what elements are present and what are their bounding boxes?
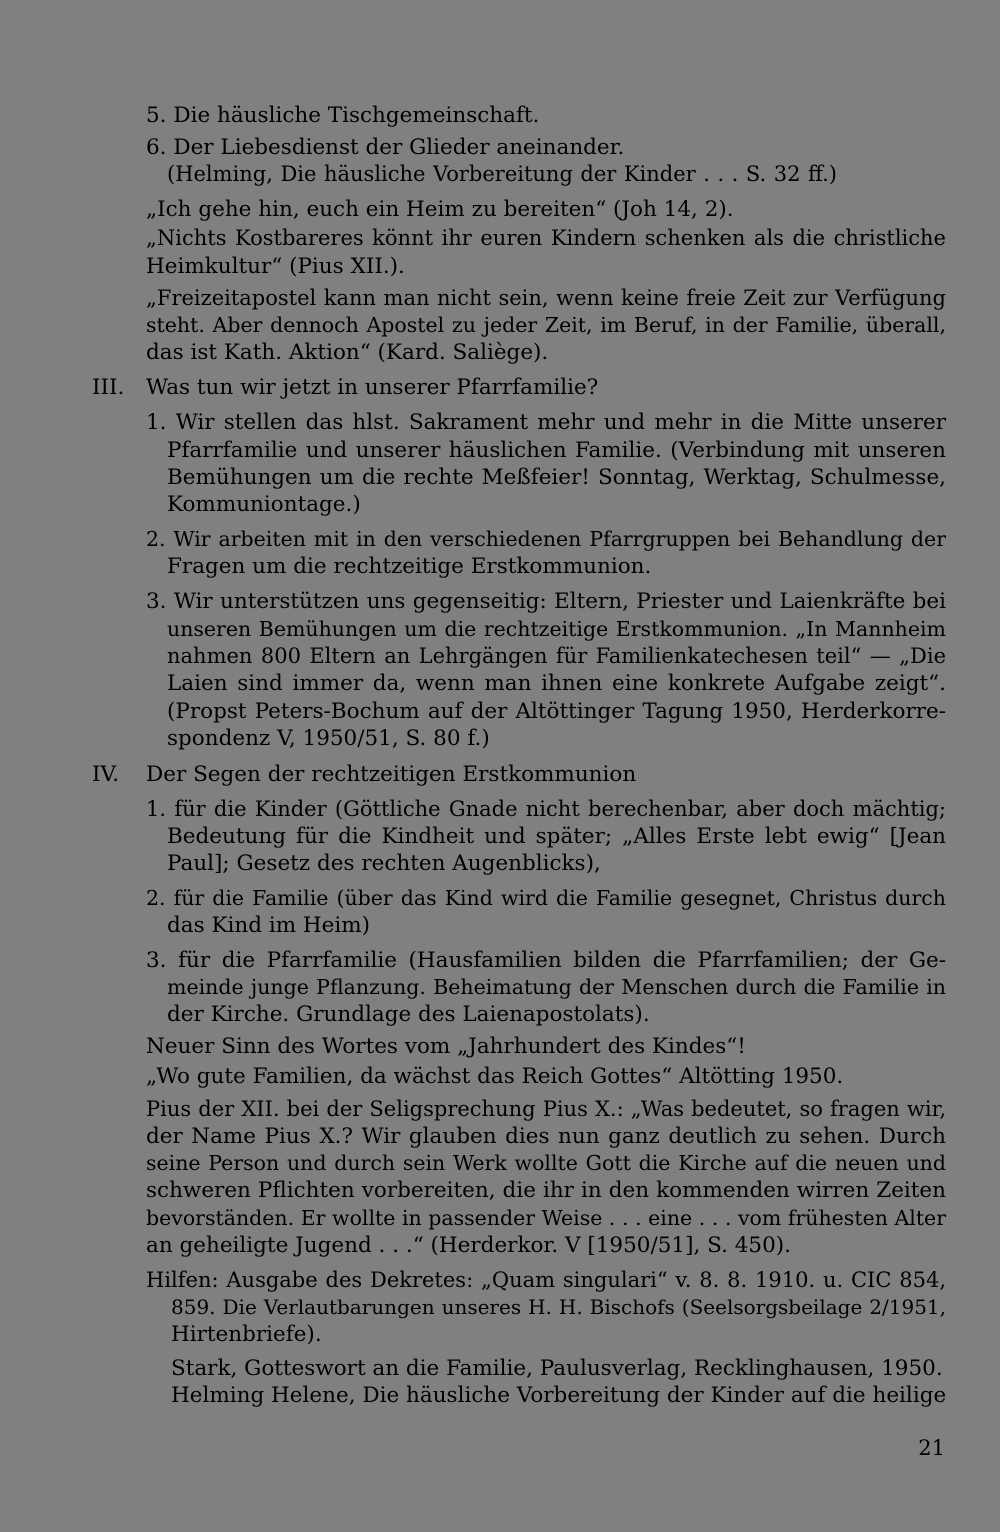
text-line: 5. Die häusliche Tischgemeinschaft.: [146, 103, 540, 128]
text-line: „Freizeitapostel kann man nicht sein, wenn keine freie Zeit zur Verfügung: [146, 286, 946, 310]
text-line: das ist Kath. Aktion“ (Kard. Saliège).: [146, 340, 549, 365]
text-line: seine Person und durch sein Werk wollte Gott die Kirche auf die neuen und: [146, 1151, 946, 1175]
text-line: Hilfen: Ausgabe des Dekretes: „Quam singulari“ v. 8. 8. 1910. u. CIC 854,: [146, 1268, 946, 1292]
text-line: 2. für die Familie (über das Kind wird die Familie gesegnet, Christus durch: [146, 886, 946, 910]
text-line: Bedeutung für die Kindheit und später; „Alles Erste lebt ewig“ [Jean: [167, 824, 946, 849]
text-line: Heimkultur“ (Pius XII.).: [146, 254, 405, 279]
text-line: der Name Pius X.? Wir glauben dies nun ganz deutlich zu sehen. Durch: [146, 1124, 946, 1149]
text-line: Laien sind immer da, wenn man ihnen eine konkrete Aufgabe zeigt“.: [167, 671, 946, 696]
text-line: unseren Bemühungen um die rechtzeitige Erstkommunion. „In Mannheim: [167, 617, 946, 641]
section-number: IV.: [92, 762, 120, 787]
text-line: der Kirche. Grundlage des Laienapostolats).: [167, 1002, 650, 1027]
text-line: 1. für die Kinder (Göttliche Gnade nicht berechenbar, aber doch mächtig;: [146, 797, 946, 821]
text-line: „Nichts Kostbareres könnt ihr euren Kindern schenken als die christliche: [146, 226, 946, 250]
text-line: (Propst Peters-Bochum auf der Altöttinger Tagung 1950, Herderkorre-: [167, 699, 946, 724]
text-line: Kommuniontage.): [167, 492, 361, 517]
text-line: an geheiligte Jugend . . .“ (Herderkor. V [1950/51], S. 450).: [146, 1233, 792, 1258]
text-line: Hirtenbriefe).: [171, 1322, 322, 1347]
text-line: „Ich gehe hin, euch ein Heim zu bereiten“ (Joh 14, 2).: [146, 197, 734, 222]
text-line: Pfarrfamilie und unserer häuslichen Familie. (Verbindung mit unseren: [167, 438, 946, 463]
text-line: Helming Helene, Die häusliche Vorbereitung der Kinder auf die heilige: [171, 1383, 947, 1408]
text-line: nahmen 800 Eltern an Lehrgängen für Familienkatechesen teil“ — „Die: [167, 644, 946, 668]
text-line: 1. Wir stellen das hlst. Sakrament mehr und mehr in die Mitte unserer: [146, 410, 946, 435]
text-line: steht. Aber dennoch Apostel zu jeder Zeit, im Beruf, in der Familie, überall,: [146, 313, 946, 337]
text-line: 6. Der Liebesdienst der Glieder aneinander.: [146, 135, 625, 160]
section-heading: Der Segen der rechtzeitigen Erstkommunion: [146, 762, 637, 787]
text-line: 859. Die Verlautbarungen unseres H. H. Bischofs (Seelsorgsbeilage 2/1951,: [171, 1295, 946, 1319]
text-line: Fragen um die rechtzeitige Erstkommunion.: [167, 554, 652, 579]
text-line: Bemühungen um die rechte Meßfeier! Sonntag, Werktag, Schulmesse,: [167, 465, 946, 490]
text-line: bevorständen. Er wollte in passender Weise . . . eine . . . vom frühesten Alter: [146, 1206, 946, 1230]
text-line: das Kind im Heim): [167, 913, 371, 938]
text-line: Stark, Gotteswort an die Familie, Paulusverlag, Recklinghausen, 1950.: [171, 1356, 943, 1381]
page-number: 21: [918, 1436, 945, 1460]
text-line: 3. für die Pfarrfamilie (Hausfamilien bilden die Pfarrfamilien; der Ge-: [146, 948, 946, 973]
text-line: 3. Wir unterstützen uns gegenseitig: Eltern, Priester und Laienkräfte bei: [146, 589, 946, 614]
section-number: III.: [92, 375, 125, 400]
text-line: meinde junge Pflanzung. Beheimatung der Menschen durch die Familie in: [167, 975, 946, 999]
text-line: „Wo gute Familien, da wächst das Reich Gottes“ Altötting 1950.: [146, 1064, 844, 1089]
text-line: spondenz V, 1950/51, S. 80 f.): [167, 726, 490, 751]
section-heading: Was tun wir jetzt in unserer Pfarrfamilie?: [146, 375, 599, 400]
text-line: Paul]; Gesetz des rechten Augenblicks),: [167, 851, 601, 876]
text-line: Neuer Sinn des Wortes vom „Jahrhundert des Kindes“!: [146, 1034, 746, 1059]
text-line: schweren Pflichten vorbereiten, die ihr in den kommenden wirren Zeiten: [146, 1178, 946, 1203]
text-line: 2. Wir arbeiten mit in den verschiedenen Pfarrgruppen bei Behandlung der: [146, 527, 946, 551]
text-line: Pius der XII. bei der Seligsprechung Pius X.: „Was bedeutet, so fragen wir,: [146, 1097, 946, 1121]
text-line: (Helming, Die häusliche Vorbereitung der Kinder . . . S. 32 ff.): [167, 162, 837, 186]
